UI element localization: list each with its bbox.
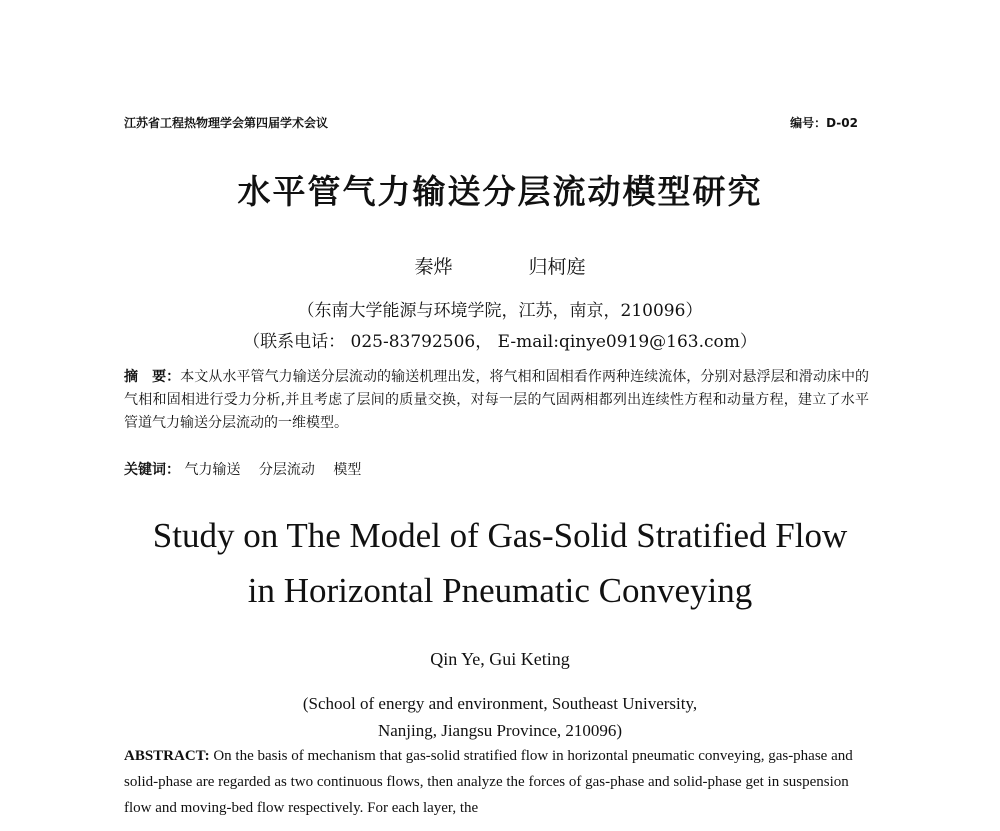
chinese-abstract-text: 本文从水平管气力输送分层流动的输送机理出发，将气相和固相看作两种连续流体，分别对悬浮层和滑动床中的气相和固相进行受力分析,并且考虑了层间的质量交换，对每一层的气固两相都列出连续性方程和动量方程，建立了水平管道气力输送分层流动的一维模型。 <box>124 369 870 431</box>
english-title-line-2: in Horizontal Pneumatic Conveying <box>247 571 753 610</box>
chinese-contact: （联系电话： 025-83792506， E-mail:qinye0919@163.com） <box>243 332 757 352</box>
chinese-title: 水平管气力输送分层流动模型研究 <box>237 172 763 211</box>
keyword-1: 气力输送 <box>184 462 241 478</box>
english-affiliation-line-2: Nanjing, Jiangsu Province, 210096) <box>377 721 623 740</box>
english-abstract <box>124 743 869 821</box>
chinese-author-2: 归柯庭 <box>528 256 586 278</box>
keyword-3: 模型 <box>333 462 362 478</box>
keyword-2: 分层流动 <box>258 462 315 478</box>
chinese-abstract <box>124 366 869 435</box>
chinese-keywords <box>124 459 869 482</box>
running-header <box>124 112 858 132</box>
english-abstract-label: ABSTRACT: <box>124 748 210 764</box>
chinese-authors <box>0 252 1000 279</box>
english-title-line-1: Study on The Model of Gas-Solid Stratified Flow <box>152 516 848 555</box>
conference-name: 江苏省工程热物理学会第四届学术会议 <box>124 115 329 130</box>
english-abstract-text: On the basis of mechanism that gas-solid stratified flow in horizontal pneumatic conveying, gas-phase and solid-phase are regarded as two continuous flows, then analyze the forces of gas-phase and solid-phase get in suspension flow and moving-bed flow respectively. For each layer, the <box>124 748 853 816</box>
chinese-keywords-label: 关键词： <box>124 462 180 478</box>
english-affiliation <box>0 690 1000 744</box>
english-authors: Qin Ye, Gui Keting <box>430 649 570 669</box>
english-affiliation-line-1: (School of energy and environment, Southeast University, <box>302 694 698 713</box>
english-title <box>0 508 1000 618</box>
paper-code: 编号：D-02 <box>790 115 858 130</box>
chinese-abstract-label: 摘 要： <box>124 369 181 385</box>
chinese-affiliation: （东南大学能源与环境学院，江苏，南京，210096） <box>297 301 703 321</box>
chinese-author-1: 秦烨 <box>414 256 453 278</box>
